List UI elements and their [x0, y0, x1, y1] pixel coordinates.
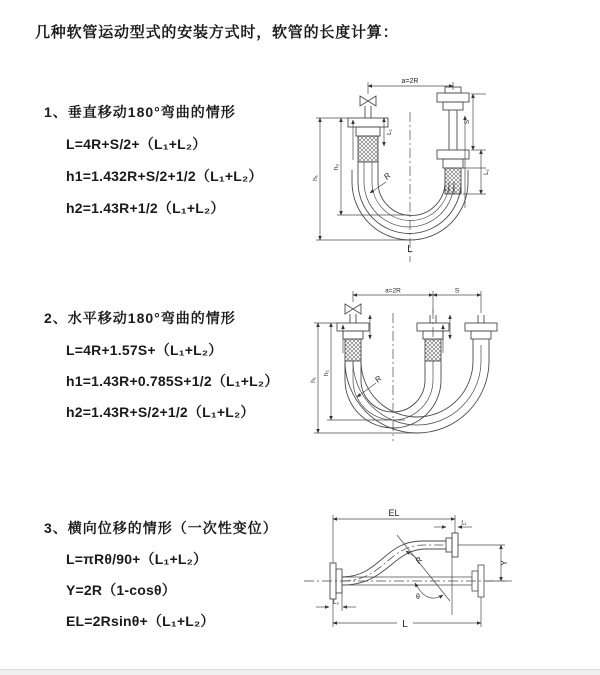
hose-s-curve	[342, 541, 446, 585]
d1-label-top-width: a=2R	[401, 78, 419, 85]
page-title: 几种软管运动型式的安装方式时，软管的长度计算：	[35, 24, 399, 41]
section-2-heading: 2、水平移动180°弯曲的情形	[44, 310, 236, 326]
d2-label-radius: R	[373, 374, 384, 385]
d3-label-el: EL	[388, 508, 400, 518]
d1-label-fitting-left: L₁	[386, 129, 393, 135]
d2-label-height-inner: h₂	[323, 369, 330, 377]
left-flange	[348, 118, 388, 162]
section-2-formula-h2: h2=1.43R+S/2+1/2（L₁+L₂）	[66, 404, 255, 420]
diagram-horizontal-180-bend	[310, 285, 600, 445]
d1-label-travel: S	[464, 119, 471, 125]
d3-label-fitting-top: L₁	[461, 520, 467, 527]
section-2-formula-l: L=4R+1.57S+（L₁+L₂）	[66, 342, 223, 358]
right-flange	[465, 323, 497, 345]
d1-label-height-outer: h₁	[312, 175, 319, 181]
d1-label-height-inner: h₂	[333, 163, 340, 171]
d1-label-length: L	[407, 244, 413, 255]
dimension-y	[458, 545, 505, 581]
left-flange	[337, 323, 369, 361]
diagram-lateral-displacement	[300, 505, 600, 645]
section-1-formula-l: L=4R+S/2+（L₁+L₂）	[66, 136, 207, 152]
section-1-heading: 1、垂直移动180°弯曲的情形	[44, 104, 236, 120]
section-2-formula-h1: h1=1.43R+0.785S+1/2（L₁+L₂）	[66, 373, 279, 389]
valve-icon	[345, 304, 361, 323]
d1-label-fitting-right: L₁	[483, 169, 490, 175]
d3-label-fitting-left: L₂	[333, 600, 339, 606]
section-3-formula-y: Y=2R（1-cosθ）	[66, 582, 176, 598]
section-1-formula-h2: h2=1.43R+1/2（L₁+L₂）	[66, 200, 225, 216]
section-3-formula-l: L=πRθ/90+（L₁+L₂）	[66, 551, 208, 567]
centerline	[393, 309, 433, 441]
dimension-travel-s	[463, 94, 486, 194]
valve-icon	[360, 96, 376, 118]
d2-label-top-width: a=2R	[385, 287, 401, 295]
d2-label-height-outer: h₁	[310, 377, 317, 383]
section-3-heading: 3、横向位移的情形（一次性变位）	[44, 520, 278, 536]
angle-construction	[397, 535, 452, 615]
dimension-top	[353, 291, 481, 313]
dimension-fittings	[370, 315, 450, 339]
diagram-vertical-180-bend	[310, 70, 600, 265]
d3-label-length: L	[402, 619, 408, 630]
d3-label-y: Y	[500, 560, 509, 566]
d2-label-travel: S	[454, 287, 460, 295]
pipe-stubs	[430, 315, 484, 323]
d1-label-radius: R	[382, 171, 393, 182]
section-1-formula-h1: h1=1.432R+S/2+1/2（L₁+L₂）	[66, 168, 263, 184]
dimension-heights	[314, 323, 417, 433]
section-3-formula-el: EL=2Rsinθ+（L₁+L₂）	[66, 613, 215, 629]
d3-label-radius: R	[413, 555, 425, 566]
d3-label-angle: θ	[416, 594, 420, 601]
page-bottom-edge	[0, 669, 600, 675]
right-pipe-assembly	[437, 87, 469, 194]
